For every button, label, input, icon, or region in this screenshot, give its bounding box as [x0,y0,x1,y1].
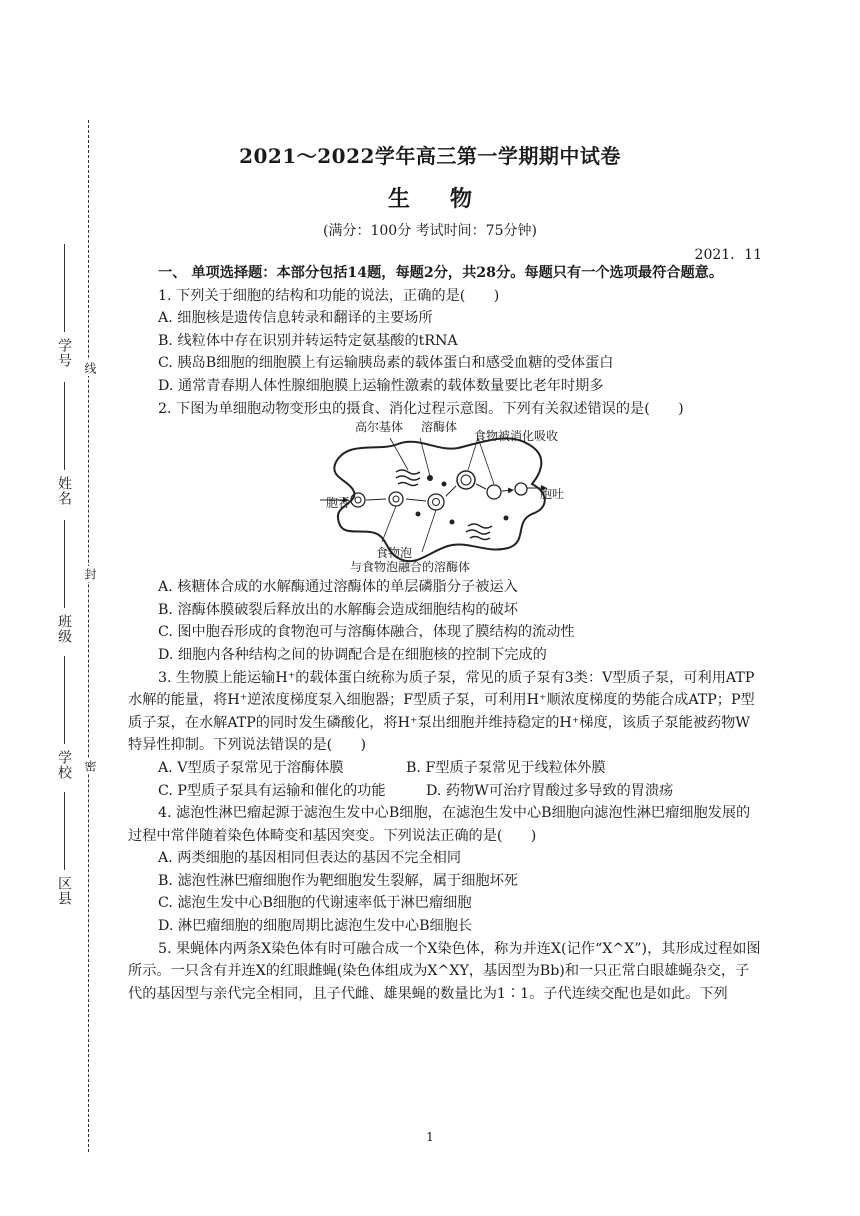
q1-option-b: B. 线粒体中存在识别并转运特定氨基酸的tRNA [158,332,458,349]
page-number: 1 [426,1130,434,1144]
q2-option-c: C. 图中胞吞形成的食物泡可与溶酶体融合，体现了膜结构的流动性 [158,624,575,641]
q1-option-c: C. 胰岛B细胞的细胞膜上有运输胰岛素的载体蛋白和感受血糖的受体蛋白 [158,355,614,372]
margin-mark-seal: 封 [83,568,97,580]
q2-option-b: B. 溶酶体膜破裂后释放出的水解酶会造成细胞结构的破坏 [158,601,518,618]
district-underline [64,792,65,870]
q4-stem: 4. 滤泡性淋巴瘤起源于滤泡生发中心B细胞，在滤泡生发中心B细胞向滤泡性淋巴瘤细胞发展的过程中常伴随着染色体畸变和基因突变。下列说法正确的是( ) [128,805,751,844]
student-id-underline [64,244,65,332]
class-underline [64,520,65,608]
name-underline [64,382,65,470]
label-lysosome: 溶酶体 [421,420,458,435]
q5-stem: 5. 果蝇体内两条X染色体有时可融合成一个X染色体，称为并连X(记作“X^X”)，其形成过程如图所示。一只含有并连X的红眼雌蝇(染色体组成为X^XY，基因型为Bb)和一只正常白眼雄蝇杂交，子代的基因型与亲代完全相同，且子代雌、雄果蝇的数量比为1∶1。子代连续交配也是如此。下列 [128,940,761,1002]
q2-option-a: A. 核糖体合成的水解酶通过溶酶体的单层磷脂分子被运入 [158,579,518,596]
margin-field-student-id: 学号 [56,338,72,368]
margin-field-school: 学校 [56,750,72,780]
q3-option-a: A. V型质子泵常见于溶酶体膜 [158,759,344,776]
q4-option-b: B. 滤泡性淋巴瘤细胞作为靶细胞发生裂解，属于细胞坏死 [158,872,518,889]
q3-stem: 3. 生物膜上能运输H⁺的载体蛋白统称为质子泵，常见的质子泵有3类：V型质子泵，可利用ATP水解的能量，将H⁺逆浓度梯度泵入细胞器；F型质子泵，可利用H⁺顺浓度梯度的势能合成ATP；P型质子泵，在水解ATP的同时发生磷酸化，将H⁺泵出细胞并维持稳定的H⁺梯度，该质子泵能被药物W特异性抑制。下列说法错误的是( ) [128,669,755,754]
margin-field-class: 班级 [56,614,72,644]
label-absorbed: 食物被消化吸收 [474,429,559,444]
section-heading: 一、 单项选择题：本部分包括14题，每题2分，共28分。每题只有一个选项最符合题意。 [158,265,724,281]
exam-title: 2021～2022学年高三第一学期期中试卷 [239,144,621,168]
q1-option-a: A. 细胞核是遗传信息转录和翻译的主要场所 [158,310,433,327]
q4-option-d: D. 淋巴瘤细胞的细胞周期比滤泡生发中心B细胞长 [158,918,473,935]
label-golgi: 高尔基体 [355,420,404,435]
binding-dashed-line [88,120,89,1152]
exam-date: 2021．11 [694,247,762,263]
margin-mark-secret: 密 [83,760,97,772]
q3-option-d: D. 药物W可治疗胃酸过多导致的胃溃疡 [426,782,674,799]
q3-option-c: C. P型质子泵具有运输和催化的功能 [158,782,386,799]
label-phagocytosis: 胞吞 [326,496,351,511]
q1-option-d: D. 通常青春期人体性腺细胞膜上运输性激素的载体数量要比老年时期多 [158,377,604,394]
margin-field-name: 姓名 [56,476,72,506]
q3-options-row1 [128,757,762,780]
questions-body [128,262,762,1005]
q4-option-a: A. 两类细胞的基因相同但表达的基因不完全相同 [158,850,462,867]
school-underline [64,656,65,744]
q2-option-d: D. 细胞内各种结构之间的协调配合是在细胞核的控制下完成的 [158,646,547,663]
q4-option-c: C. 滤泡生发中心B细胞的代谢速率低于淋巴瘤细胞 [158,895,472,912]
q3-option-b: B. F型质子泵常见于线粒体外膜 [406,759,606,776]
label-exocytosis: 胞吐 [540,487,565,502]
subject-title: 生物 [387,186,512,212]
margin-mark-line: 线 [83,362,97,374]
q3-options-row2 [128,780,762,803]
exam-meta: (满分：100分 考试时间：75分钟) [323,223,537,239]
label-fused-lysosome: 与食物泡融合的溶酶体 [350,560,471,575]
amoeba-figure [128,422,762,574]
q1-stem: 1. 下列关于细胞的结构和功能的说法，正确的是( ) [158,287,500,304]
label-vacuole: 食物泡 [376,546,413,561]
q2-stem: 2. 下图为单细胞动物变形虫的摄食、消化过程示意图。下列有关叙述错误的是( ) [158,400,684,417]
margin-field-district: 区县 [56,876,72,906]
